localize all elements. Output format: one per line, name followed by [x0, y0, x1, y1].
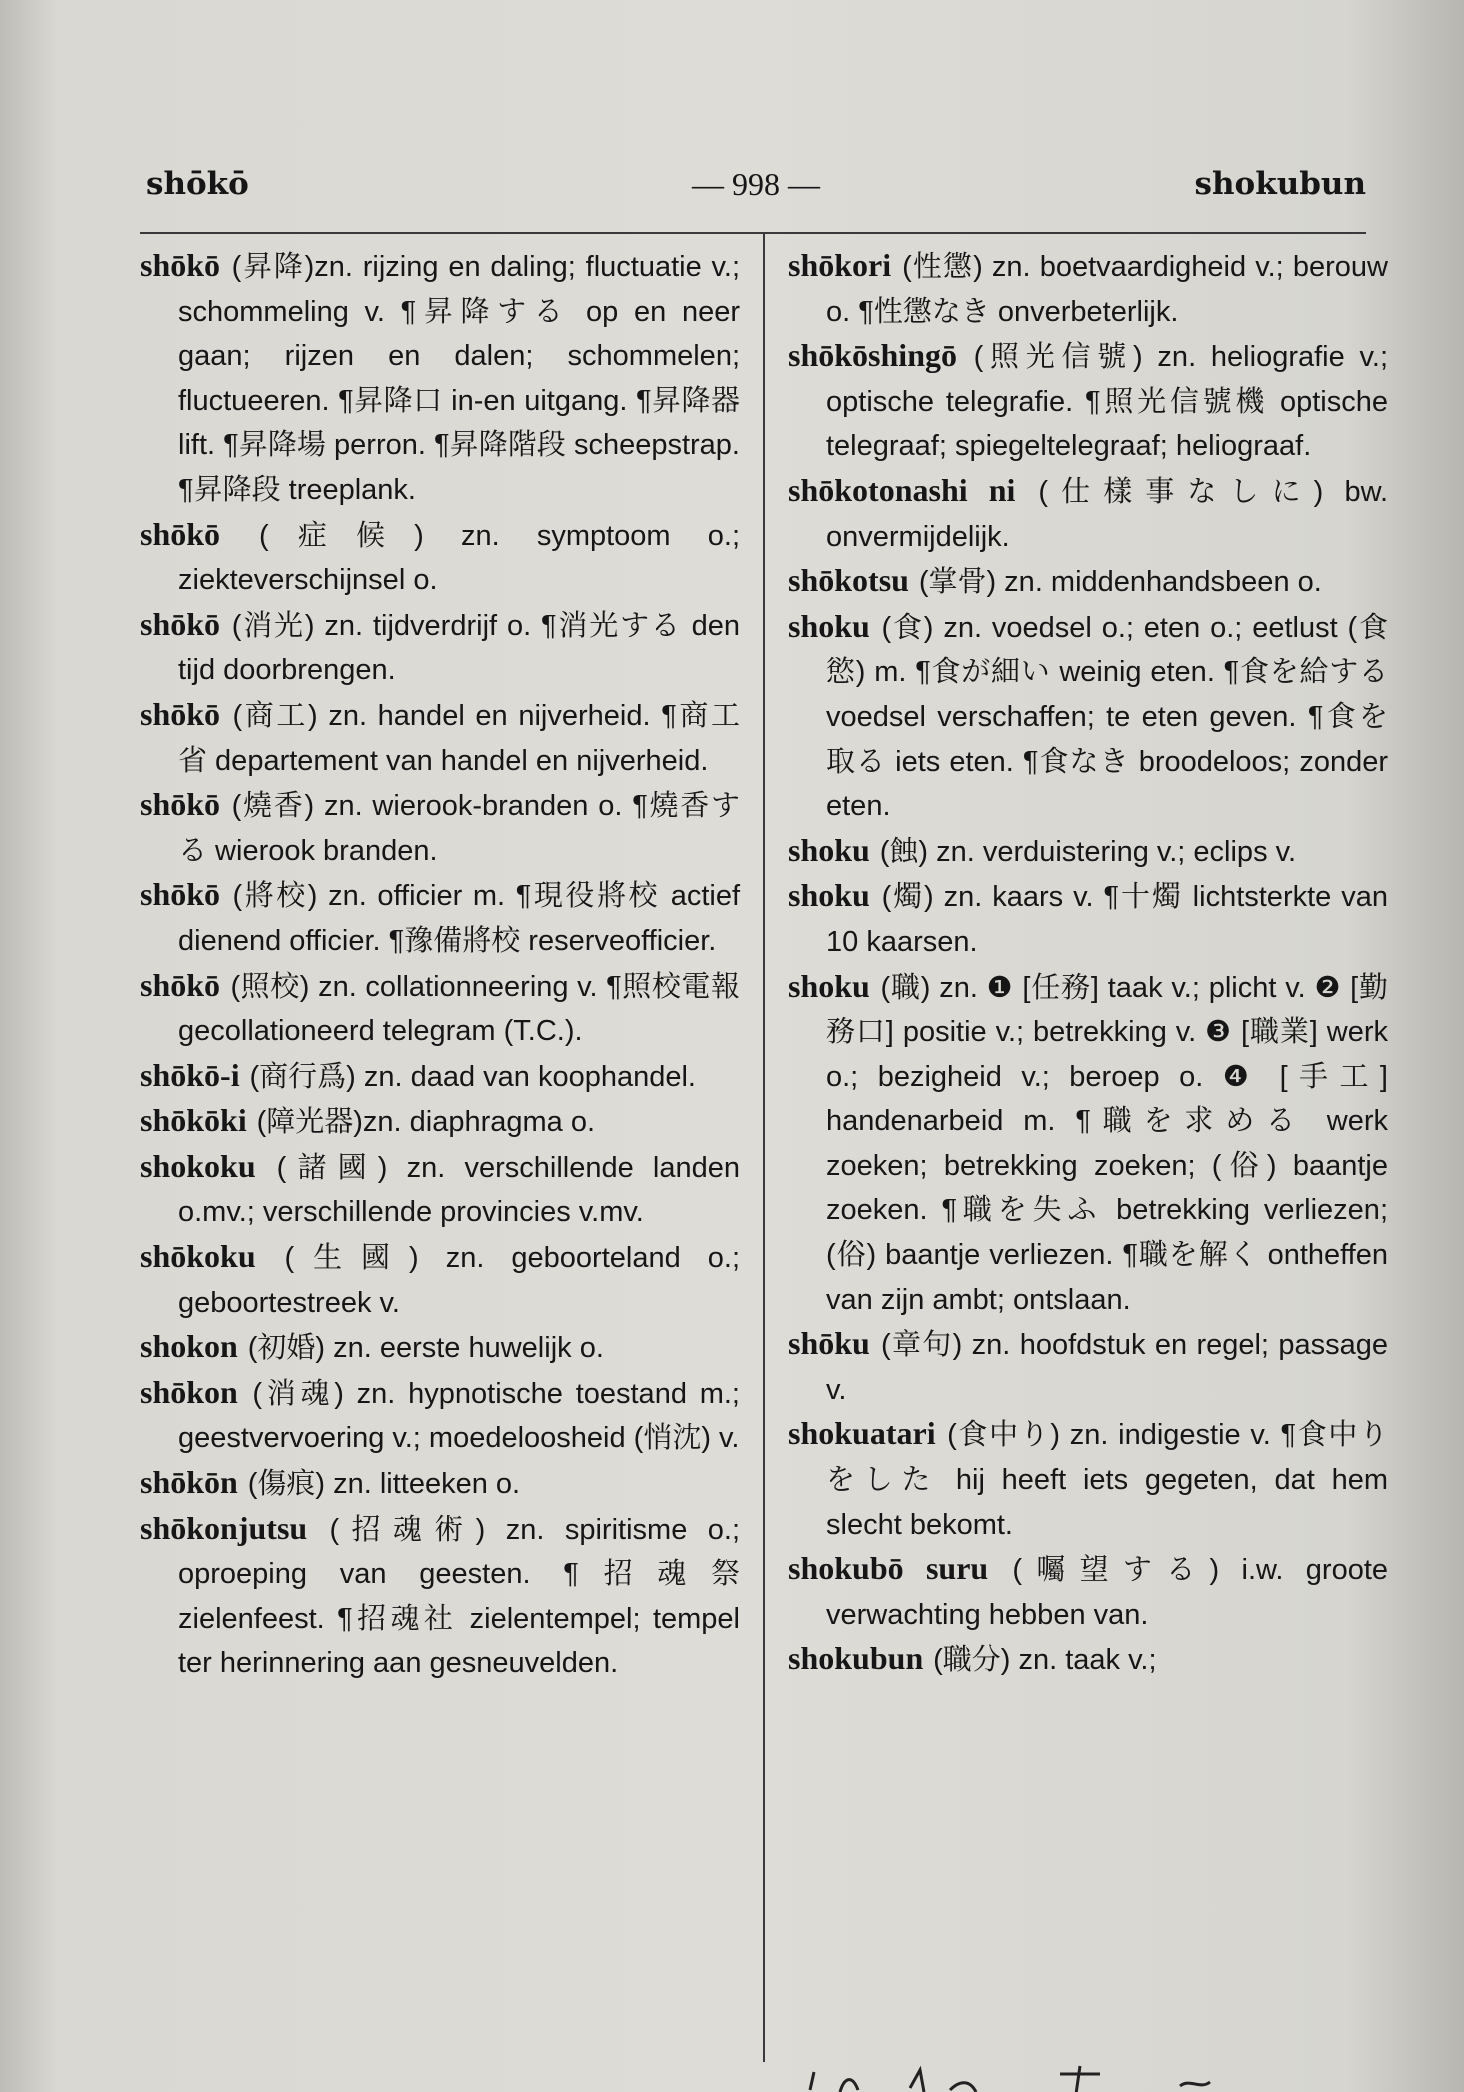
- entry-definition: (消光) zn. tijdverdrijf o. ¶消光する den tijd doorbrengen.: [178, 609, 740, 687]
- dictionary-entry: [788, 965, 1388, 1323]
- dictionary-entry: [140, 1054, 740, 1100]
- entry-headword: shōkori: [788, 247, 892, 283]
- entry-definition: (諸國) zn. verschillende landen o.mv.; verschillende provincies v.mv.: [178, 1151, 740, 1229]
- entry-definition: (照校) zn. collationneering v. ¶照校電報 gecollationeerd telegram (T.C.).: [178, 970, 740, 1048]
- entry-headword: shōkō: [140, 695, 221, 732]
- entry-headword: shōkon: [140, 1373, 238, 1410]
- dictionary-entry: [788, 1322, 1388, 1412]
- entry-headword: shokoku: [140, 1147, 256, 1184]
- dictionary-entry: [140, 783, 740, 873]
- entry-headword: shōkōn: [140, 1464, 238, 1501]
- entry-definition: (障光器)zn. diaphragma o.: [256, 1106, 596, 1139]
- dictionary-entry: [788, 559, 1388, 605]
- dictionary-entry: [140, 1325, 740, 1371]
- dictionary-entry: [140, 1099, 740, 1145]
- entry-headword: shokubō suru: [788, 1550, 989, 1587]
- entry-headword: shoku: [788, 877, 870, 914]
- entry-headword: shoku: [788, 967, 870, 1004]
- dictionary-entry: [788, 1412, 1388, 1547]
- entry-definition: (消魂) zn. hypnotische toestand m.; geestvervoering v.; moedeloosheid (悄沈) v.: [178, 1377, 740, 1455]
- dictionary-entry: [140, 693, 740, 783]
- entry-headword: shōkō-i: [140, 1056, 240, 1093]
- dictionary-entry: [140, 603, 740, 693]
- dictionary-entry: [140, 1371, 740, 1461]
- dictionary-entry: [140, 513, 740, 603]
- entry-headword: shōkō: [140, 605, 221, 642]
- dictionary-entry: [140, 1235, 740, 1325]
- entry-definition: (蝕) zn. verduistering v.; eclips v.: [879, 835, 1297, 868]
- entry-definition: (性懲) zn. boetvaardigheid v.; berouw o. ¶性懲なき onverbeterlijk.: [826, 251, 1388, 328]
- entry-definition: (昇降)zn. rijzing en daling; fluctuatie v.; schommeling v. ¶昇降する op en neer gaan; rijzen en dalen; schommelen; fluctueeren. ¶昇降口 in-en uitgang. ¶昇降器 lift. ¶昇降場 perron. ¶昇降階段 scheepstrap. ¶昇降段 treeplank.: [178, 251, 741, 506]
- dictionary-entry: [140, 1145, 740, 1235]
- left-column: [140, 244, 740, 1686]
- entry-headword: shōkotsu: [788, 562, 909, 599]
- entry-definition: (商行爲) zn. daad van koophandel.: [249, 1060, 696, 1093]
- header-rule: [140, 232, 1366, 234]
- page-number: — 998 —: [692, 166, 820, 202]
- entry-headword: shokubun: [788, 1640, 924, 1677]
- dictionary-entry: [788, 605, 1388, 829]
- entry-definition: (將校) zn. officier m. ¶現役將校 actief dienend officier. ¶豫備將校 reserveofficier.: [178, 880, 741, 957]
- entry-definition: (職分) zn. taak v.;: [933, 1644, 1157, 1677]
- header-left-guideword: shōkō: [146, 166, 249, 202]
- dictionary-entry: [788, 829, 1388, 875]
- entry-headword: shōkoku: [140, 1238, 256, 1275]
- dictionary-entry: [788, 334, 1388, 469]
- entry-headword: shōkō: [140, 247, 221, 283]
- entry-headword: shōkō: [140, 515, 221, 552]
- entry-headword: shokon: [140, 1328, 238, 1365]
- dictionary-entry: [140, 964, 740, 1054]
- entry-headword: shōkō: [140, 966, 221, 1003]
- dictionary-entry: [788, 1637, 1388, 1683]
- column-divider: [763, 232, 765, 2062]
- entry-headword: shōkō: [140, 876, 221, 913]
- entry-headword: shokuatari: [788, 1415, 936, 1452]
- header-right-guideword: shokubun: [1194, 166, 1366, 202]
- entry-headword: shōkō: [140, 786, 221, 823]
- entry-definition: (掌骨) zn. middenhandsbeen o.: [918, 566, 1322, 599]
- page-header: [146, 160, 1366, 220]
- dictionary-entry: [140, 1507, 740, 1686]
- entry-definition: (燭) zn. kaars v. ¶十燭 lichtsterkte van 10 kaarsen.: [826, 881, 1388, 958]
- entry-headword: shoku: [788, 607, 870, 644]
- entry-definition: (生國) zn. geboorteland o.; geboortestreek v.: [178, 1242, 740, 1319]
- entry-headword: shōku: [788, 1325, 870, 1362]
- entry-definition: (囑望する) i.w. groote verwachting hebben van.: [826, 1554, 1389, 1631]
- entry-headword: shōkonjutsu: [140, 1509, 308, 1546]
- entry-headword: shōkōki: [140, 1102, 247, 1139]
- entry-definition: (照光信號) zn. heliografie v.; optische telegrafie. ¶照光信號機 optische telegraaf; spiegeltelegraaf; heliograaf.: [826, 341, 1388, 463]
- entry-headword: shōkōshingō: [788, 337, 957, 374]
- entry-headword: shōkotonashi ni: [788, 471, 1016, 508]
- entry-definition: (仕樣事なしに) bw. onvermijdelijk.: [826, 475, 1389, 553]
- entry-definition: (食) zn. voedsel o.; eten o.; eetlust (食慾) m. ¶食が細い weinig eten. ¶食を給する voedsel verschaffen; te eten geven. ¶食を取る iets eten. ¶食なき broodeloos; zonder eten.: [826, 611, 1388, 823]
- entry-definition: (招魂術) zn. spiritisme o.; oproeping van geesten. ¶招魂祭 zielenfeest. ¶招魂社 zielentempel; tempel ter herinnering aan gesneuvelden.: [178, 1513, 741, 1680]
- entry-definition: (燒香) zn. wierook-branden o. ¶燒香する wierook branden.: [178, 790, 740, 867]
- dictionary-entry: [788, 874, 1388, 964]
- dictionary-entry: [140, 1461, 740, 1507]
- dictionary-entry: [788, 1547, 1388, 1637]
- right-column: [788, 244, 1388, 1683]
- dictionary-entry: [788, 244, 1388, 334]
- entry-definition: (職) zn. ❶ [任務] taak v.; plicht v. ❷ [勤務口] positie v.; betrekking v. ❸ [職業] werk o.; bezigheid v.; beroep o. ❹ [手工] handenarbeid m. ¶職を求める werk zoeken; betrekking zoeken; (俗) baantje zoeken. ¶職を失ふ betrekking verliezen; (俗) baantje verliezen. ¶職を解く ontheffen van zijn ambt; ontslaan.: [826, 971, 1389, 1316]
- dictionary-entry: [140, 873, 740, 963]
- entry-definition: (章句) zn. hoofdstuk en regel; passage v.: [826, 1329, 1388, 1406]
- entry-definition: (食中り) zn. indigestie v. ¶食中りをした hij heeft iets gegeten, dat hem slecht bekomt.: [826, 1419, 1388, 1541]
- entry-definition: (症候) zn. symptoom o.; ziekteverschijnsel o.: [178, 519, 741, 597]
- entry-headword: shoku: [788, 831, 870, 868]
- handwritten-mark: [800, 2060, 1320, 2092]
- entry-definition: (初婚) zn. eerste huwelijk o.: [247, 1332, 604, 1365]
- entry-definition: (商工) zn. handel en nijverheid. ¶商工省 departement van handel en nijverheid.: [178, 699, 740, 777]
- dictionary-entry: [788, 469, 1388, 559]
- entry-definition: (傷痕) zn. litteeken o.: [247, 1468, 521, 1501]
- dictionary-entry: [140, 244, 740, 513]
